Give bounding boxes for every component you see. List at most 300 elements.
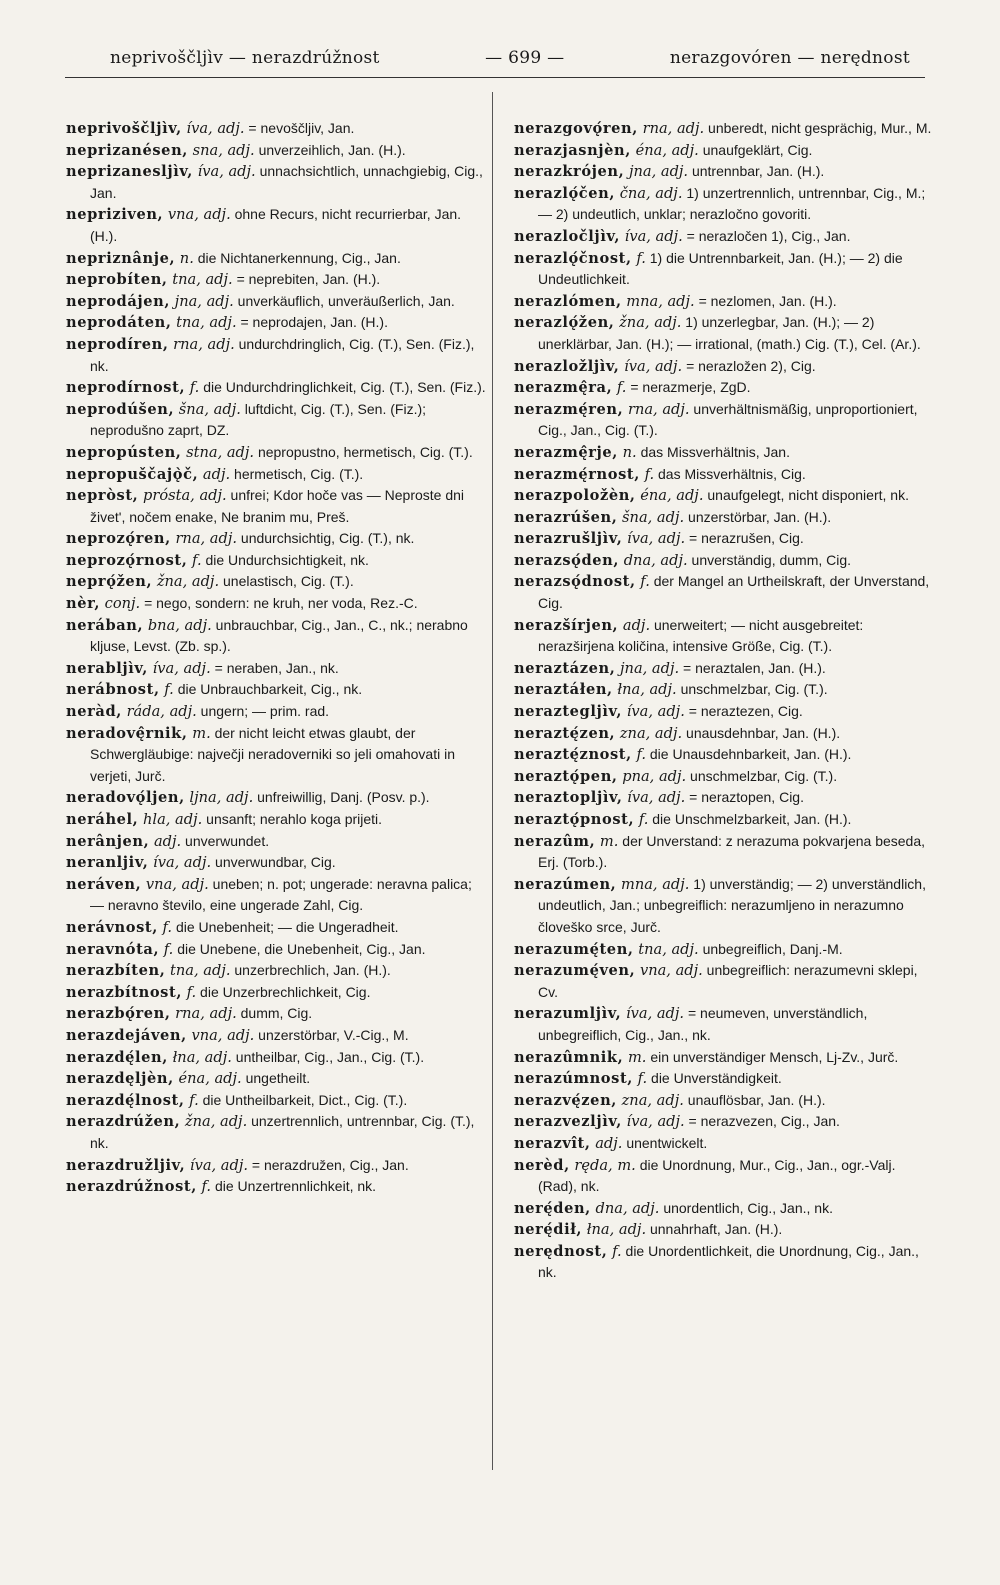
entry-headword: nerabljìv,: [66, 659, 148, 677]
entry-grammar: rna, adj.: [623, 400, 690, 418]
dictionary-entry: [66, 161, 486, 204]
dictionary-entry: [514, 312, 934, 355]
entry-grammar: pna, adj.: [617, 767, 687, 785]
entry-headword: nerazmę̂ra,: [514, 379, 613, 397]
dictionary-entry: [514, 377, 934, 399]
dictionary-entry: [66, 550, 486, 572]
entry-grammar: ljna, adj.: [184, 789, 254, 807]
entry-grammar: íva, adj.: [620, 227, 683, 245]
dictionary-entry: [514, 723, 934, 745]
dictionary-entry: [66, 269, 486, 291]
entry-headword: nerazvezljìv,: [514, 1113, 622, 1131]
dictionary-entry: [66, 615, 486, 658]
entry-definition: das Missverhältnis, Cig.: [654, 465, 806, 482]
dictionary-entry: [514, 744, 934, 766]
dictionary-entry: [514, 528, 934, 550]
entry-grammar: m.: [623, 1048, 647, 1066]
entry-grammar: jna, adj.: [624, 163, 689, 181]
dictionary-entry: [514, 161, 934, 183]
entry-grammar: éna, adj.: [635, 487, 704, 505]
entry-headword: nepriziven,: [66, 206, 164, 224]
entry-definition: der Unverstand: z nerazuma pokvarjena beseda, Erj. (Torb.).: [538, 832, 926, 871]
entry-grammar: f.: [631, 249, 646, 267]
entry-grammar: hla, adj.: [138, 811, 203, 828]
entry-grammar: tna, adj.: [165, 962, 231, 980]
entry-headword: nerában,: [66, 616, 144, 634]
entry-grammar: f.: [632, 1070, 648, 1088]
dictionary-entry: [66, 1090, 486, 1112]
entry-headword: nerę́den,: [514, 1199, 591, 1217]
dictionary-entry: [66, 679, 486, 701]
dictionary-entry: [66, 464, 486, 486]
entry-definition: = nerazložen 2), Cig.: [682, 357, 816, 374]
entry-headword: nerazúmnost,: [514, 1070, 633, 1088]
entry-grammar: f.: [607, 1242, 622, 1260]
entry-grammar: vna, adj.: [186, 1026, 255, 1044]
entry-definition: undurchdringlich, Cig. (T.), Sen. (Fiz.), nk.: [90, 335, 475, 374]
dictionary-entry: [514, 1003, 934, 1046]
entry-grammar: ráda, adj.: [121, 703, 197, 721]
entry-grammar: jna, adj.: [615, 659, 680, 677]
entry-definition: die Unverständigkeit.: [647, 1070, 782, 1087]
entry-headword: nerazjasnjèn,: [514, 141, 631, 159]
entry-definition: unverkäuflich, unveräußerlich, Jan.: [233, 292, 455, 309]
entry-grammar: čna, adj.: [615, 184, 683, 202]
entry-headword: neraztę́znost,: [514, 746, 632, 764]
entry-headword: nerazdejáven,: [66, 1026, 187, 1044]
entry-headword: neraztopljìv,: [514, 789, 623, 807]
entry-grammar: zna, adj.: [615, 724, 683, 742]
entry-grammar: f.: [185, 379, 200, 397]
dictionary-entry: [66, 701, 486, 723]
entry-definition: der Mangel an Urtheilskraft, der Unverstand, Cig.: [538, 573, 930, 612]
dictionary-entry: [514, 291, 934, 313]
entry-definition: untheilbar, Cig., Jan., Cig. (T.).: [231, 1048, 425, 1065]
entry-grammar: f.: [639, 465, 655, 483]
dictionary-entry: [514, 550, 934, 572]
entry-definition: unentwickelt.: [622, 1134, 708, 1151]
entry-headword: nerazvę́zen,: [514, 1091, 617, 1109]
entry-definition: unschmelzbar, Cig. (T.).: [686, 767, 838, 784]
entry-definition: unverständig, dumm, Cig.: [687, 551, 852, 568]
header-rule: [65, 77, 925, 78]
entry-definition: = nerazmerje, ZgD.: [626, 379, 751, 396]
entry-headword: neprodájen,: [66, 292, 171, 310]
entry-headword: nepròst,: [66, 487, 139, 505]
left-column: [66, 118, 486, 1198]
entry-grammar: íva, adj.: [622, 703, 685, 721]
entry-grammar: tna, adj.: [633, 940, 699, 958]
dictionary-entry: [66, 528, 486, 550]
entry-grammar: rna, adj.: [170, 530, 238, 548]
entry-definition: unsanft; nerahlo koga prijeti.: [202, 811, 383, 827]
dictionary-entry: [66, 140, 486, 162]
dictionary-entry: [66, 1047, 486, 1069]
entry-definition: unverzeihlich, Jan. (H.).: [254, 141, 406, 158]
dictionary-entry: [66, 1068, 486, 1090]
entry-definition: hermetisch, Cig. (T.).: [230, 465, 364, 482]
entry-definition: untrennbar, Jan. (H.).: [688, 163, 825, 180]
dictionary-entry: [66, 248, 486, 270]
entry-headword: nerazdę́lnost,: [66, 1091, 185, 1109]
entry-definition: = neraben, Jan., nk.: [210, 659, 339, 676]
entry-definition: ungetheilt.: [241, 1070, 311, 1087]
entry-definition: die Unausdehnbarkeit, Jan. (H.).: [646, 746, 852, 763]
dictionary-entry: [66, 312, 486, 334]
entry-grammar: f.: [184, 1091, 199, 1109]
entry-grammar: conj.: [100, 595, 141, 613]
entry-grammar: rna, adj.: [168, 335, 235, 353]
entry-definition: = nerazvezen, Cig., Jan.: [684, 1113, 840, 1130]
entry-grammar: íva, adj.: [192, 163, 256, 181]
entry-grammar: prósta, adj.: [138, 487, 227, 505]
entry-grammar: vna, adj.: [141, 875, 209, 893]
entry-grammar: tna, adj.: [171, 314, 237, 332]
dictionary-entry: [66, 485, 486, 528]
dictionary-entry: [514, 1090, 934, 1112]
entry-headword: neprozǫ́ren,: [66, 530, 171, 548]
entry-headword: nerazdrúžnost,: [66, 1178, 197, 1196]
entry-definition: unaufgelegt, nicht disponiert, nk.: [703, 487, 909, 504]
entry-definition: nepropustno, hermetisch, Cig. (T.).: [254, 443, 473, 460]
page-number: — 699 —: [485, 48, 565, 68]
entry-headword: nèr,: [66, 595, 101, 613]
entry-definition: unerweitert; — nicht ausgebreitet: nerazširjena količina, intensive Größe, Cig. (T.).: [538, 616, 864, 655]
entry-headword: nerazgovǫ́ren,: [514, 120, 638, 137]
dictionary-entry: [66, 204, 486, 247]
entry-headword: neradovę̂rnik,: [66, 724, 188, 742]
entry-headword: nerazmę́rnost,: [514, 465, 640, 483]
dictionary-entry: [514, 1068, 934, 1090]
entry-grammar: łna, adj.: [582, 1221, 647, 1239]
entry-definition: = neraztopen, Cig.: [685, 789, 804, 806]
dictionary-entry: [66, 593, 486, 615]
dictionary-entry: [514, 226, 934, 248]
entry-grammar: m.: [187, 724, 211, 742]
entry-headword: nerazúmen,: [514, 875, 617, 893]
entry-grammar: adj.: [590, 1134, 623, 1152]
entry-definition: die Unschmelzbarkeit, Jan. (H.).: [648, 811, 852, 827]
entry-grammar: žna, adj.: [152, 573, 220, 591]
dictionary-entry: [514, 248, 934, 291]
running-header: [110, 48, 910, 68]
entry-definition: die Unebene, die Unebenheit, Cig., Jan.: [173, 940, 426, 957]
entry-headword: nerazûmnik,: [514, 1048, 624, 1066]
dictionary-entry: [66, 723, 486, 788]
entry-headword: neravnóta,: [66, 940, 160, 958]
entry-grammar: rna, adj.: [637, 120, 705, 137]
entry-definition: dumm, Cig.: [236, 1005, 313, 1022]
dictionary-entry: [66, 1025, 486, 1047]
entry-headword: neprozǫ́rnost,: [66, 551, 188, 569]
dictionary-entry: [514, 960, 934, 1003]
dictionary-entry: [66, 917, 486, 939]
entry-grammar: n.: [175, 249, 194, 267]
dictionary-entry: [66, 874, 486, 917]
dictionary-entry: [514, 766, 934, 788]
entry-definition: die Unbrauchbarkeit, Cig., nk.: [173, 681, 363, 698]
entry-headword: neraztǫ́pnost,: [514, 811, 635, 828]
entry-headword: neráven,: [66, 875, 142, 893]
dictionary-entry: [514, 571, 934, 614]
entry-headword: nerazumę́ven,: [514, 962, 636, 980]
dictionary-entry: [514, 701, 934, 723]
entry-headword: nerazsǫ́dnost,: [514, 573, 636, 591]
entry-headword: nerazdęljèn,: [66, 1070, 174, 1088]
dictionary-entry: [66, 939, 486, 961]
entry-definition: unzerstörbar, V.-Cig., M.: [254, 1026, 409, 1043]
entry-headword: nerazkrójen,: [514, 163, 625, 181]
entry-headword: nepropústen,: [66, 443, 182, 461]
entry-definition: unnahrhaft, Jan. (H.).: [646, 1221, 783, 1238]
entry-grammar: f.: [635, 573, 650, 591]
dictionary-entry: [514, 809, 934, 831]
entry-headword: neranljiv,: [66, 854, 149, 872]
entry-definition: die Nichtanerkennung, Cig., Jan.: [193, 249, 401, 266]
entry-headword: nerazdružljiv,: [66, 1156, 186, 1174]
entry-definition: unaufgeklärt, Cig.: [698, 141, 813, 158]
dictionary-entry: [514, 140, 934, 162]
entry-definition: die Unebenheit; — die Ungeradheit.: [172, 918, 399, 935]
entry-grammar: íva, adj.: [621, 1005, 685, 1023]
entry-grammar: n.: [618, 443, 637, 461]
right-column: [514, 118, 934, 1284]
dictionary-entry: [514, 507, 934, 529]
entry-definition: die Unzerbrechlichkeit, Cig.: [196, 983, 371, 1000]
entry-definition: = nevoščljiv, Jan.: [244, 120, 355, 136]
entry-grammar: vna, adj.: [163, 206, 231, 224]
entry-headword: neraztegljìv,: [514, 703, 623, 721]
entry-headword: nerazumljìv,: [514, 1005, 622, 1023]
dictionary-entry: [514, 183, 934, 226]
entry-grammar: íva, adj.: [622, 789, 686, 807]
header-left-range: neprivoščljìv — nerazdrúžnost: [110, 48, 380, 68]
entry-grammar: zna, adj.: [616, 1091, 684, 1109]
dictionary-entry: [514, 485, 934, 507]
entry-grammar: adj.: [198, 465, 231, 483]
entry-grammar: m.: [595, 832, 619, 850]
entry-headword: neráhel,: [66, 811, 139, 828]
entry-definition: = neraztezen, Cig.: [684, 703, 803, 720]
dictionary-entry: [514, 787, 934, 809]
entry-definition: unverwundet.: [181, 832, 270, 849]
entry-definition: ohne Recurs, nicht recurrierbar, Jan. (H.).: [90, 206, 462, 244]
entry-definition: = neraztalen, Jan. (H.).: [679, 659, 826, 676]
dictionary-entry: [514, 1219, 934, 1241]
entry-definition: = neprodajen, Jan. (H.).: [236, 314, 388, 331]
dictionary-entry: [66, 831, 486, 853]
entry-grammar: šna, adj.: [617, 508, 685, 526]
dictionary-entry: [514, 442, 934, 464]
entry-grammar: bna, adj.: [143, 616, 212, 634]
entry-headword: neprodúšen,: [66, 400, 175, 418]
dictionary-entry: [514, 1047, 934, 1069]
dictionary-entry: [514, 615, 934, 658]
dictionary-entry: [66, 1003, 486, 1025]
entry-definition: ein unverständiger Mensch, Lj-Zv., Jurč.: [646, 1048, 899, 1065]
dictionary-entry: [514, 1198, 934, 1220]
entry-headword: neprodíren,: [66, 335, 169, 353]
entry-grammar: íva, adj.: [619, 357, 683, 375]
entry-headword: neradovǫ́ljen,: [66, 789, 185, 807]
entry-headword: nerèd,: [514, 1156, 570, 1174]
entry-headword: neprivoščljìv,: [66, 120, 182, 137]
entry-headword: neprǫ́žen,: [66, 573, 153, 591]
entry-definition: die Untheilbarkeit, Dict., Cig. (T.).: [198, 1091, 408, 1108]
entry-grammar: f.: [159, 681, 174, 699]
entry-grammar: éna, adj.: [630, 141, 699, 159]
entry-definition: unberedt, nicht gesprächig, Mur., M.: [704, 120, 932, 136]
entry-headword: neprodáten,: [66, 314, 172, 332]
entry-headword: neraztę́zen,: [514, 724, 616, 742]
entry-definition: 1) die Untrennbarkeit, Jan. (H.); — 2) die Undeutlichkeit.: [538, 249, 903, 288]
dictionary-entry: [514, 679, 934, 701]
entry-headword: neprizanésen,: [66, 141, 188, 159]
entry-definition: das Missverhältnis, Jan.: [636, 443, 790, 460]
entry-definition: unfrei; Kdor hoče vas — Neproste dni živet', nočem enake, Ne branim mu, Preš.: [90, 487, 465, 525]
entry-headword: neprobíten,: [66, 271, 168, 289]
entry-grammar: f.: [187, 551, 202, 569]
entry-grammar: f.: [159, 940, 174, 958]
entry-definition: die Unordentlichkeit, die Unordnung, Cig., Jan., nk.: [538, 1242, 919, 1281]
entry-headword: nerazbíten,: [66, 962, 166, 980]
entry-grammar: f.: [612, 379, 627, 397]
entry-headword: nerazdę́len,: [66, 1048, 168, 1066]
entry-grammar: f.: [182, 983, 197, 1001]
entry-grammar: f.: [631, 746, 646, 764]
entry-grammar: íva, adj.: [622, 530, 686, 548]
entry-definition: unschmelzbar, Cig. (T.).: [676, 681, 828, 698]
header-right-range: nerazgovóren — nerędnost: [669, 48, 910, 68]
dictionary-entry: [66, 658, 486, 680]
entry-headword: nerazbǫ́ren,: [66, 1005, 171, 1023]
entry-headword: nerazûm,: [514, 832, 596, 850]
dictionary-entry: [66, 1111, 486, 1154]
entry-definition: unverhältnismäßig, unproportioniert, Cig., Jan., Cig. (T.).: [538, 400, 918, 439]
entry-definition: unnachsichtlich, unnachgiebig, Cig., Jan.: [90, 163, 483, 201]
entry-definition: unzerstörbar, Jan. (H.).: [684, 508, 832, 525]
entry-definition: unordentlich, Cig., Jan., nk.: [659, 1199, 833, 1216]
entry-grammar: jna, adj.: [170, 292, 234, 310]
dictionary-entry: [66, 291, 486, 313]
entry-headword: nerábnost,: [66, 681, 160, 699]
entry-definition: der nicht leicht etwas glaubt, der Schwergläubige: največji neradoverniki so jeli omahovati in verjeti, Jurč.: [90, 724, 455, 784]
entry-headword: nerazlǫ́čnost,: [514, 249, 632, 267]
entry-definition: unzertrennlich, untrennbar, Cig. (T.), nk.: [90, 1113, 475, 1151]
entry-headword: nerazločljìv,: [514, 227, 621, 245]
entry-definition: = nerazločen 1), Cig., Jan.: [682, 227, 851, 244]
entry-headword: nerazrúšen,: [514, 508, 618, 526]
entry-headword: nepropuščajǫ̀č,: [66, 465, 199, 483]
entry-definition: 1) unzertrennlich, untrennbar, Cig., M.; — 2) undeutlich, unklar; nerazločno govoriti.: [538, 184, 926, 223]
entry-headword: neprodírnost,: [66, 379, 186, 397]
entry-headword: nerávnost,: [66, 918, 158, 936]
dictionary-entry: [66, 982, 486, 1004]
entry-headword: nerazsǫ́den,: [514, 551, 620, 569]
entry-headword: nerânjen,: [66, 832, 150, 850]
entry-headword: nerazšírjen,: [514, 616, 619, 634]
dictionary-entry: [66, 852, 486, 874]
entry-grammar: sna, adj.: [187, 141, 255, 159]
entry-headword: nerę́dił,: [514, 1221, 583, 1239]
entry-headword: nerazlómen,: [514, 292, 622, 310]
entry-headword: nerazmę́ren,: [514, 400, 624, 418]
entry-definition: = neumeven, unverständlich, unbegreiflich, Cig., Jan., nk.: [538, 1005, 868, 1043]
entry-definition: = nego, sondern: ne kruh, ner voda, Rez.-C.: [140, 595, 418, 612]
entry-definition: undurchsichtig, Cig. (T.), nk.: [237, 530, 415, 547]
dictionary-entry: [66, 787, 486, 809]
entry-definition: 1) unzerlegbar, Jan. (H.); — 2) unerklärbar, Jan. (H.); — irrational, (math.) Cig. (T.), Cel. (Ar.).: [538, 314, 921, 352]
entry-grammar: tna, adj.: [167, 271, 233, 289]
entry-grammar: žna, adj.: [180, 1113, 248, 1131]
dictionary-entry: [514, 356, 934, 378]
entry-headword: nerazvît,: [514, 1134, 591, 1152]
dictionary-entry: [514, 1133, 934, 1155]
entry-definition: die Undurchdringlichkeit, Cig. (T.), Sen. (Fiz.).: [199, 379, 486, 396]
dictionary-entry: [66, 960, 486, 982]
entry-grammar: ręda, m.: [569, 1156, 636, 1174]
entry-grammar: žna, adj.: [614, 314, 682, 332]
dictionary-entry: [66, 809, 486, 831]
entry-definition: die Unzertrennlichkeit, nk.: [211, 1178, 377, 1195]
entry-headword: neraztǫ́pen,: [514, 767, 618, 785]
entry-headword: nerazlǫ́žen,: [514, 314, 615, 332]
entry-grammar: mna, adj.: [616, 875, 690, 893]
dictionary-entry: [514, 464, 934, 486]
entry-definition: = nerazrušen, Cig.: [685, 530, 804, 547]
entry-headword: nerazlǫ́čen,: [514, 184, 616, 202]
dictionary-entry: [66, 118, 486, 140]
dictionary-entry: [66, 334, 486, 377]
entry-grammar: rna, adj.: [170, 1005, 237, 1023]
entry-grammar: dna, adj.: [590, 1199, 660, 1217]
dictionary-entry: [514, 399, 934, 442]
entry-headword: neraztázen,: [514, 659, 616, 677]
dictionary-entry: [514, 118, 934, 140]
dictionary-entry: [66, 399, 486, 442]
entry-headword: nerazumę́ten,: [514, 940, 634, 958]
entry-definition: unverwundbar, Cig.: [211, 854, 336, 871]
entry-headword: nerazbítnost,: [66, 983, 182, 1001]
entry-headword: neràd,: [66, 703, 122, 721]
entry-grammar: šna, adj.: [174, 400, 241, 418]
dictionary-entry: [514, 1111, 934, 1133]
entry-definition: unausdehnbar, Jan. (H.).: [682, 724, 841, 741]
entry-definition: ungern; — prim. rad.: [196, 703, 330, 720]
entry-headword: nerazdrúžen,: [66, 1113, 181, 1131]
entry-grammar: łna, adj.: [167, 1048, 232, 1066]
entry-grammar: vna, adj.: [635, 962, 703, 980]
dictionary-entry: [66, 377, 486, 399]
entry-headword: nepriznânje,: [66, 249, 176, 267]
entry-grammar: íva, adj.: [181, 120, 245, 137]
entry-grammar: íva, adj.: [621, 1113, 685, 1131]
dictionary-entry: [514, 874, 934, 939]
dictionary-entry: [514, 1155, 934, 1198]
entry-headword: nerazložljìv,: [514, 357, 620, 375]
entry-headword: nerędnost,: [514, 1242, 608, 1260]
entry-grammar: łna, adj.: [612, 681, 677, 699]
entry-definition: luftdicht, Cig. (T.), Sen. (Fiz.); neprodušno zaprt, DZ.: [90, 400, 427, 439]
entry-definition: unbegreiflich, Danj.-M.: [698, 940, 843, 957]
entry-definition: die Undurchsichtigkeit, nk.: [201, 551, 369, 568]
dictionary-entry: [66, 1176, 486, 1198]
entry-grammar: f.: [157, 918, 173, 936]
entry-grammar: éna, adj.: [173, 1070, 242, 1088]
entry-definition: = nezlomen, Jan. (H.).: [694, 292, 837, 309]
entry-headword: nerazmę̂rje,: [514, 443, 618, 461]
entry-grammar: stna, adj.: [181, 443, 255, 461]
